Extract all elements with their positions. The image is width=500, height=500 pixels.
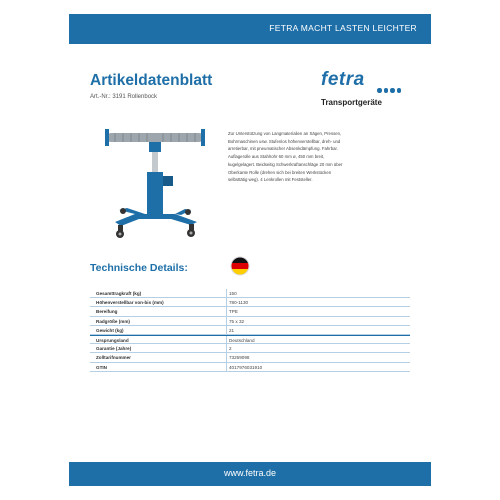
product-description	[228, 130, 412, 184]
description-line: Bohrmaschinen usw. Stufenlos höhenverstellbar, dreh- und	[228, 138, 341, 144]
description-line: kugelgelagert. Beidseitig Schwerkraftanschläge 20 mm über	[228, 161, 343, 167]
spec-value: 150	[229, 291, 237, 296]
table-row	[90, 353, 410, 362]
spec-value: 4017976031910	[229, 364, 263, 370]
spec-label: Radgröße (mm)	[96, 318, 130, 324]
spec-value: TPE	[229, 309, 238, 315]
germany-flag-icon	[230, 256, 250, 276]
description-line: arretierbar, mit pneumatischer Absenkdämpfung. Fahrbar.	[228, 146, 338, 152]
column-divider	[226, 344, 227, 352]
description-line: selbsttätig weg). 4 Lenkrollen mit Feststeller.	[228, 177, 313, 183]
fetra-logo	[321, 69, 401, 114]
table-row	[90, 307, 410, 316]
column-divider	[226, 353, 227, 361]
spec-value: 2	[229, 346, 232, 352]
table-row	[90, 363, 410, 372]
column-divider	[226, 317, 227, 325]
column-divider	[226, 326, 227, 334]
logo-wordmark: fetra	[321, 69, 365, 90]
table-row	[90, 335, 410, 344]
spec-label: Bereifung	[96, 309, 118, 315]
spec-value: 21	[229, 327, 235, 333]
article-number: Art.-Nr.: 3191 Rollenbock	[90, 94, 158, 100]
column-divider	[226, 298, 227, 306]
spec-value: 73269098	[229, 355, 250, 361]
table-row	[90, 289, 410, 298]
document-title: Artikeldatenblatt	[90, 72, 213, 89]
spec-value: Deutschland	[229, 337, 255, 343]
logo-tagline: Transportgeräte	[321, 98, 382, 107]
spec-label: Zolltarifnummer	[96, 355, 131, 361]
table-row	[90, 326, 410, 335]
spec-label: Garantie (Jahre)	[96, 346, 132, 352]
spec-label: Ursprungsland	[96, 337, 129, 343]
description-line: Auflagerolle aus Stahlrohr 60 mm ø, 450 mm breit,	[228, 154, 325, 160]
spec-value: 75 x 32	[229, 318, 245, 324]
footer-url[interactable]: www.fetra.de	[223, 468, 277, 478]
column-divider	[226, 363, 227, 371]
column-divider	[226, 307, 227, 315]
table-row	[90, 317, 410, 326]
description-line: Oberkante Rolle (drehen sich bei breiten Werkstücken	[228, 169, 332, 175]
description-line: Zur Unterstützung von Langmaterialien an Sägen, Pressen,	[228, 131, 342, 136]
header-bar	[69, 14, 431, 44]
header-slogan: FETRA MACHT LASTEN LEICHTER	[269, 23, 417, 33]
datasheet-page	[69, 14, 431, 486]
footer-bar	[69, 462, 431, 486]
spec-label: Gesamttragkraft (kg)	[96, 291, 142, 296]
roller-stand-image	[105, 126, 205, 244]
table-row	[90, 344, 410, 353]
technical-details-heading: Technische Details:	[90, 262, 188, 274]
table-row	[90, 298, 410, 307]
specifications-table	[90, 289, 410, 372]
spec-value: 780-1130	[229, 300, 249, 306]
column-divider	[226, 336, 227, 343]
logo-dots-icon	[377, 88, 401, 94]
column-divider	[226, 289, 227, 297]
spec-label: Gewicht (kg)	[96, 327, 124, 333]
spec-label: GTIN	[96, 364, 107, 370]
spec-label: Höhenverstellbar von-bis (mm)	[96, 300, 164, 306]
